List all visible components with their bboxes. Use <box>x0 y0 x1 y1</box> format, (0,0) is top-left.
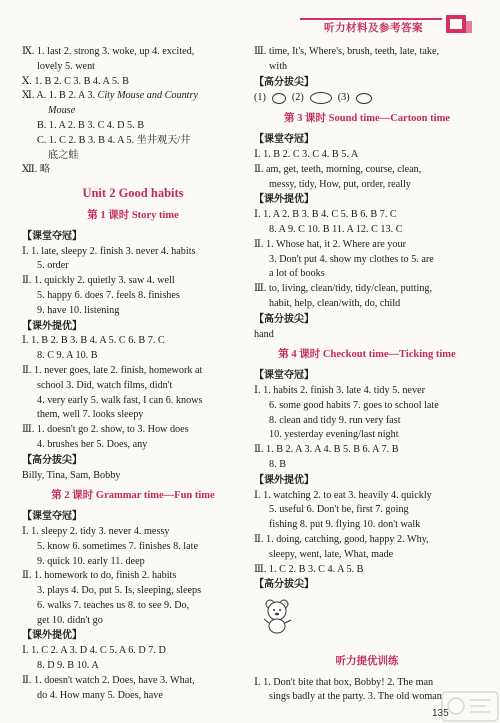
answer-line: school 3. Did, watch films, didn't <box>37 379 173 391</box>
answer-line: 5. happy 6. does 7. feels 8. finishes <box>37 289 180 301</box>
section-heading: 【高分拔尖】 <box>254 313 314 325</box>
answer-line: fishing 8. put 9. flying 10. don't walk <box>269 519 421 531</box>
oval-label: (2) <box>291 91 304 103</box>
section-heading: 【课堂夺冠】 <box>254 370 314 382</box>
answer-line: Ⅱ. 1. doesn't watch 2. Does, have 3. What, <box>22 674 195 686</box>
section-heading: 【课外提优】 <box>254 194 314 206</box>
answer-line: Ⅱ. am, get, teeth, morning, course, clean, <box>254 163 422 175</box>
answer-line: 3. Don't put 4. show my clothes to 5. are <box>269 253 434 265</box>
answer-line: 9. have 10. listening <box>37 304 120 316</box>
answer-line: a lot of books <box>269 268 325 280</box>
answer-line: Ⅱ. 1. quickly 2. quietly 3. saw 4. well <box>22 275 175 287</box>
answer-line: do 4. How many 5. Does, have <box>37 689 163 701</box>
answer-line: 5. order <box>37 260 69 272</box>
answer-line: 8. C 9. A 10. B <box>37 350 98 362</box>
answer-line: Ⅹ. 1. B 2. C 3. B 4. A 5. B <box>22 75 129 87</box>
section-heading: 【高分拔尖】 <box>254 76 314 88</box>
answer-line: with <box>269 60 288 72</box>
answer-line: get 10. didn't go <box>37 614 103 626</box>
answer-line: 4. brushes her 5. Does, any <box>37 438 148 450</box>
answer-line: habit, help, clean/with, do, child <box>269 297 401 309</box>
story-title: City Mouse and Country <box>97 90 198 102</box>
answer-line: Ⅰ. 1. watching 2. to eat 3. heavily 4. quickly <box>254 489 432 501</box>
lesson-title: 第 4 课时 Checkout time—Ticking time <box>278 349 456 361</box>
header-title: 听力材料及参考答案 <box>324 22 423 34</box>
header-decoration-icon <box>444 11 474 37</box>
unit-title: Unit 2 Good habits <box>82 186 184 201</box>
answer-line: 4. very early 5. walk fast, I can 6. knows <box>37 394 203 406</box>
answer-line: lovely 5. went <box>37 60 96 72</box>
section-heading: 【课外提优】 <box>22 630 82 642</box>
small-oval-icon <box>272 93 286 104</box>
answer-line: Ⅲ. 1. C 2. B 3. C 4. A 5. B <box>254 563 364 575</box>
section-heading: 【课堂夺冠】 <box>22 511 82 523</box>
section-heading: 【课堂夺冠】 <box>22 230 82 242</box>
answer-line: Ⅰ. 1. B 2. C 3. C 4. B 5. A <box>254 148 359 160</box>
answer-line <box>22 89 244 104</box>
answer-text: Ⅺ. A. 1. B 2. A 3. <box>22 90 98 102</box>
section-heading: 【课外提优】 <box>254 474 314 486</box>
answer-line: Ⅰ. 1. B 2. B 3. B 4. A 5. C 6. B 7. C <box>22 335 165 347</box>
section-heading: 【课堂夺冠】 <box>254 134 314 146</box>
answer-line: Ⅱ. 1. homework to do, finish 2. habits <box>22 570 177 582</box>
answer-line: Ⅲ. 1. doesn't go 2. show, to 3. How does <box>22 424 189 436</box>
answer-line: 3. plays 4. Do, put 5. Is, sleeping, sleeps <box>37 585 202 597</box>
answer-line: Ⅱ. 1. never goes, late 2. finish, homework at <box>22 364 203 376</box>
answer-line: Ⅰ. 1. A 2. B 3. B 4. C 5. B 6. B 7. C <box>254 209 397 221</box>
lesson-title: 第 3 课时 Sound time—Cartoon time <box>284 113 450 125</box>
section-heading: 【高分拔尖】 <box>254 579 314 591</box>
answer-line: Ⅱ. 1. doing, catching, good, happy 2. Why, <box>254 533 429 545</box>
page-number: 135 <box>432 708 449 719</box>
oval-label: (1) <box>254 91 266 103</box>
answer-line: Ⅻ. 略 <box>22 164 51 176</box>
answer-line: 5. know 6. sometimes 7. finishes 8. late <box>37 540 199 552</box>
left-column <box>22 45 244 703</box>
answer-line: Ⅲ. to, living, clean/tidy, tidy/clean, putting, <box>254 283 433 295</box>
answer-line: B. 1. A 2. B 3. C 4. D 5. B <box>37 119 144 131</box>
bear-cartoon-icon <box>258 595 298 635</box>
answer-line: messy, tidy, How, put, order, really <box>269 178 411 190</box>
lesson-title: 第 1 课时 Story time <box>87 209 179 221</box>
answer-line: Ⅰ. 1. C 2. A 3. D 4. C 5. A 6. D 7. D <box>22 645 166 657</box>
answer-line: sleepy, went, late, What, made <box>269 548 394 560</box>
answer-line: Mouse <box>48 105 76 117</box>
answer-line: 8. A 9. C 10. B 11. A 12. C 13. C <box>269 223 403 235</box>
narrow-oval-icon <box>356 93 372 104</box>
section-heading: 【课外提优】 <box>22 320 82 332</box>
answer-line: 10. yesterday evening/last night <box>269 429 399 441</box>
answer-line: 9. quick 10. early 11. deep <box>37 555 145 567</box>
answer-line: Ⅰ. 1. Don't bite that box, Bobby! 2. The man <box>254 676 434 688</box>
answer-line: C. 1. C 2. B 3. B 4. A 5. 坐井观天/井 <box>37 134 191 146</box>
answer-line: Ⅰ. 1. late, sleepy 2. finish 3. never 4. habits <box>22 245 196 257</box>
medium-oval-icon <box>310 92 332 104</box>
lesson-title: 听力提优训练 <box>335 655 399 667</box>
answer-line: 底之蛙 <box>48 149 79 161</box>
right-column <box>254 45 480 705</box>
oval-drawing-answers <box>254 90 480 106</box>
answer-line: 6. some good habits 7. goes to school late <box>269 399 439 411</box>
answer-line: Ⅰ. 1. habits 2. finish 3. late 4. tidy 5. never <box>254 384 425 396</box>
answer-line: 8. D 9. B 10. A <box>37 660 99 672</box>
answer-line: Ⅸ. 1. last 2. strong 3. woke, up 4. excited, <box>22 46 195 57</box>
answer-line: Ⅱ. 1. B 2. A 3. A 4. B 5. B 6. A 7. B <box>254 444 399 456</box>
answer-line: 8. clean and tidy 9. run very fast <box>269 414 401 426</box>
watermark-logo-icon <box>440 690 500 723</box>
answer-line: hand <box>254 328 274 340</box>
answer-line: them, well 7. looks sleepy <box>37 409 144 421</box>
oval-label: (3) <box>337 91 350 103</box>
section-heading: 【高分拔尖】 <box>22 454 82 466</box>
answer-line: sings badly at the party. 3. The old woman <box>269 691 442 703</box>
answer-line: Ⅱ. 1. Whose hat, it 2. Where are your <box>254 238 406 250</box>
answer-line: Ⅲ. time, It's, Where's, brush, teeth, late, take, <box>254 46 440 57</box>
answer-line: Ⅰ. 1. sleepy 2. tidy 3. never 4. messy <box>22 525 170 537</box>
answer-line: 5. useful 6. Don't be, first 7. going <box>269 504 409 516</box>
answer-line: 8. B <box>269 458 286 470</box>
answer-line: Billy, Tina, Sam, Bobby <box>22 469 121 481</box>
lesson-title: 第 2 课时 Grammar time—Fun time <box>51 490 215 502</box>
answer-line: 6. walks 7. teaches us 8. to see 9. Do, <box>37 599 190 611</box>
page-header <box>0 0 500 48</box>
